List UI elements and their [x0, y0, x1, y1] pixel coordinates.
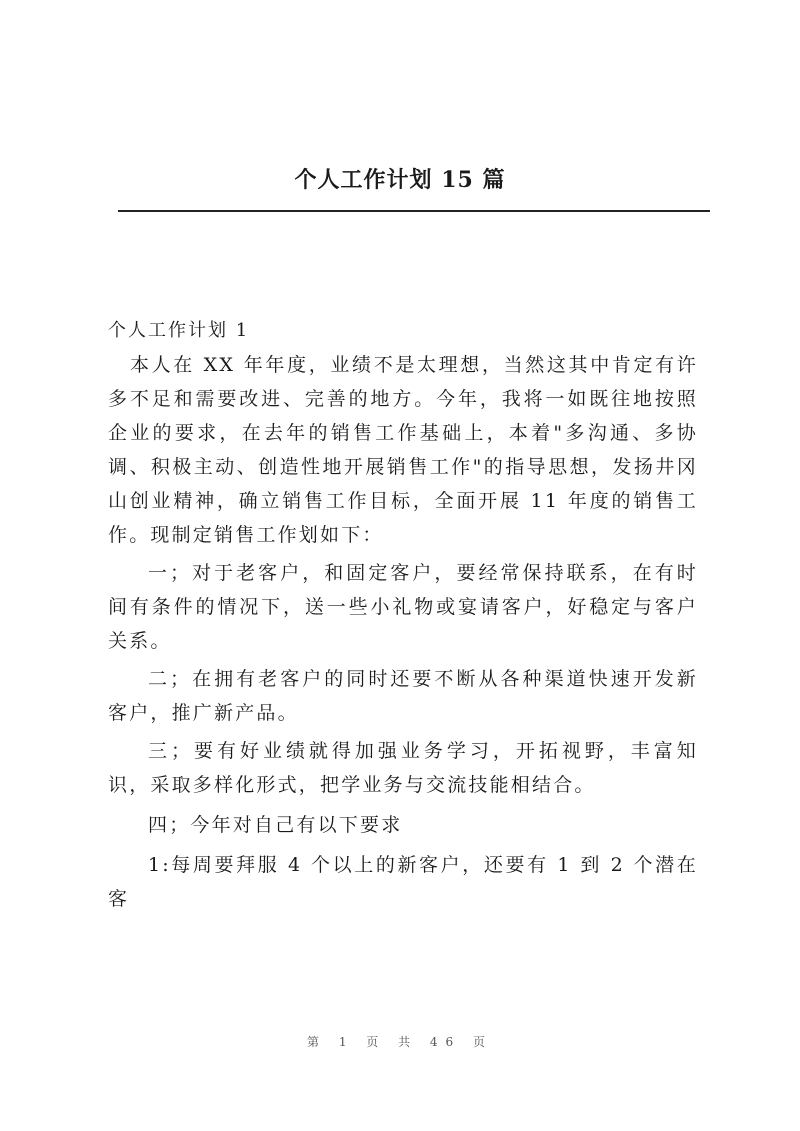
title-underline [118, 210, 710, 212]
paragraph-item-2: 二；在拥有老客户的同时还要不断从各种渠道快速开发新客户，推广新产品。 [108, 668, 698, 724]
paragraph-item-3: 三；要有好业绩就得加强业务学习，开拓视野，丰富知识，采取多样化形式，把学业务与交流技能相结合。 [108, 740, 698, 796]
document-body [108, 314, 698, 916]
paragraph-intro: 本人在 XX 年年度，业绩不是太理想，当然这其中肯定有许多不足和需要改进、完善的地方。今年，我将一如既往地按照企业的要求，在去年的销售工作基础上，本着"多沟通、多协调、积极主动、创造性地开展销售工作"的指导思想，发扬井冈山创业精神，确立销售工作目标，全面开展 11 年度的销售工作。现制定销售工作划如下： [108, 354, 698, 546]
section-heading: 个人工作计划 1 [108, 320, 250, 341]
paragraph-item-4: 四；今年对自己有以下要求 [148, 814, 403, 836]
paragraph-requirement-1: 1:每周要拜服 4 个以上的新客户，还要有 1 到 2 个潜在客 [108, 854, 698, 910]
page-number-footer: 第 1 页 共 46 页 [307, 1035, 493, 1049]
document-title: 个人工作计划 15 篇 [294, 167, 506, 193]
paragraph-item-1: 一；对于老客户，和固定客户，要经常保持联系，在有时间有条件的情况下，送一些小礼物或宴请客户，好稳定与客户关系。 [108, 562, 698, 652]
